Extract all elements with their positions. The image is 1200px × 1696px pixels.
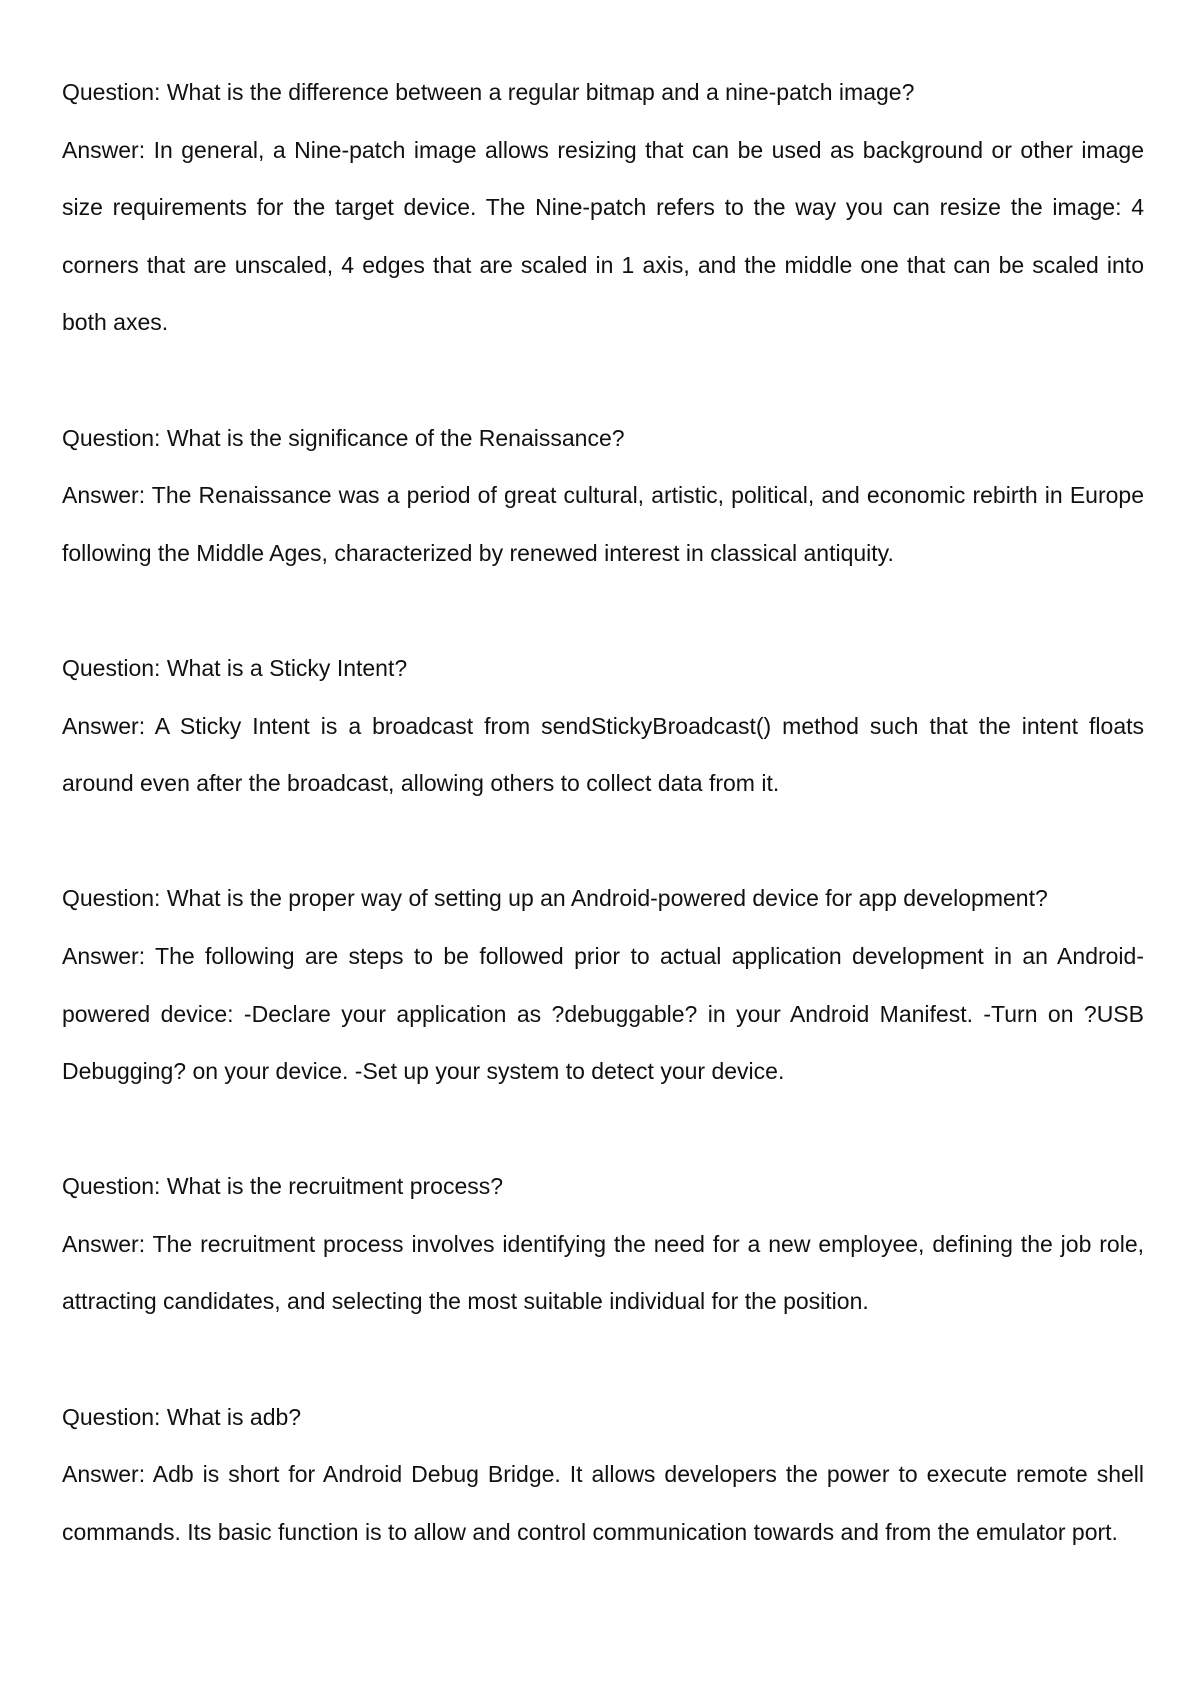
answer-text: Answer: The recruitment process involves identifying the need for a new employee, defining the job role, attracting candidates, and selecting the most suitable individual for the position. [62, 1230, 1144, 1315]
qa-block [62, 870, 1144, 1100]
answer-text: Answer: Adb is short for Android Debug Bridge. It allows developers the power to execute remote shell commands. Its basic function is to allow and control communication towards and from the emulator port. [62, 1461, 1144, 1545]
question-text: Question: What is the proper way of setting up an Android-powered device for app development? [62, 885, 1048, 912]
document-page [62, 64, 1144, 1619]
answer-text: Answer: In general, a Nine-patch image allows resizing that can be used as background or other image size requirements for the target device. The Nine-patch refers to the way you can resize the image: 4 corners that are unscaled, 4 edges that are scaled in 1 axis, and the middle one that can be scaled into both axes. [62, 136, 1144, 336]
answer-text: Answer: The Renaissance was a period of great cultural, artistic, political, and economic rebirth in Europe following the Middle Ages, characterized by renewed interest in classical antiquity. [62, 482, 1144, 566]
question-text: Question: What is the significance of the Renaissance? [62, 424, 625, 451]
question-text: Question: What is the difference between a regular bitmap and a nine-patch image? [62, 79, 915, 105]
question-text: Question: What is a Sticky Intent? [62, 654, 408, 681]
answer-text: Answer: The following are steps to be followed prior to actual application development in an Android-powered device: -Declare your application as ?debuggable? in your Android Manifest. -Turn on ?USB Debugging? on your device. -Set up your system to detect your device. [62, 942, 1144, 1085]
qa-block [62, 64, 1144, 352]
qa-block [62, 1158, 1144, 1331]
question-text: Question: What is the recruitment process? [62, 1173, 504, 1200]
answer-text: Answer: A Sticky Intent is a broadcast from sendStickyBroadcast() method such that the intent floats around even after the broadcast, allowing others to collect data from it. [62, 712, 1144, 797]
qa-block [62, 640, 1144, 813]
question-text: Question: What is adb? [62, 1403, 302, 1430]
qa-block [62, 1389, 1144, 1562]
qa-block [62, 410, 1144, 583]
